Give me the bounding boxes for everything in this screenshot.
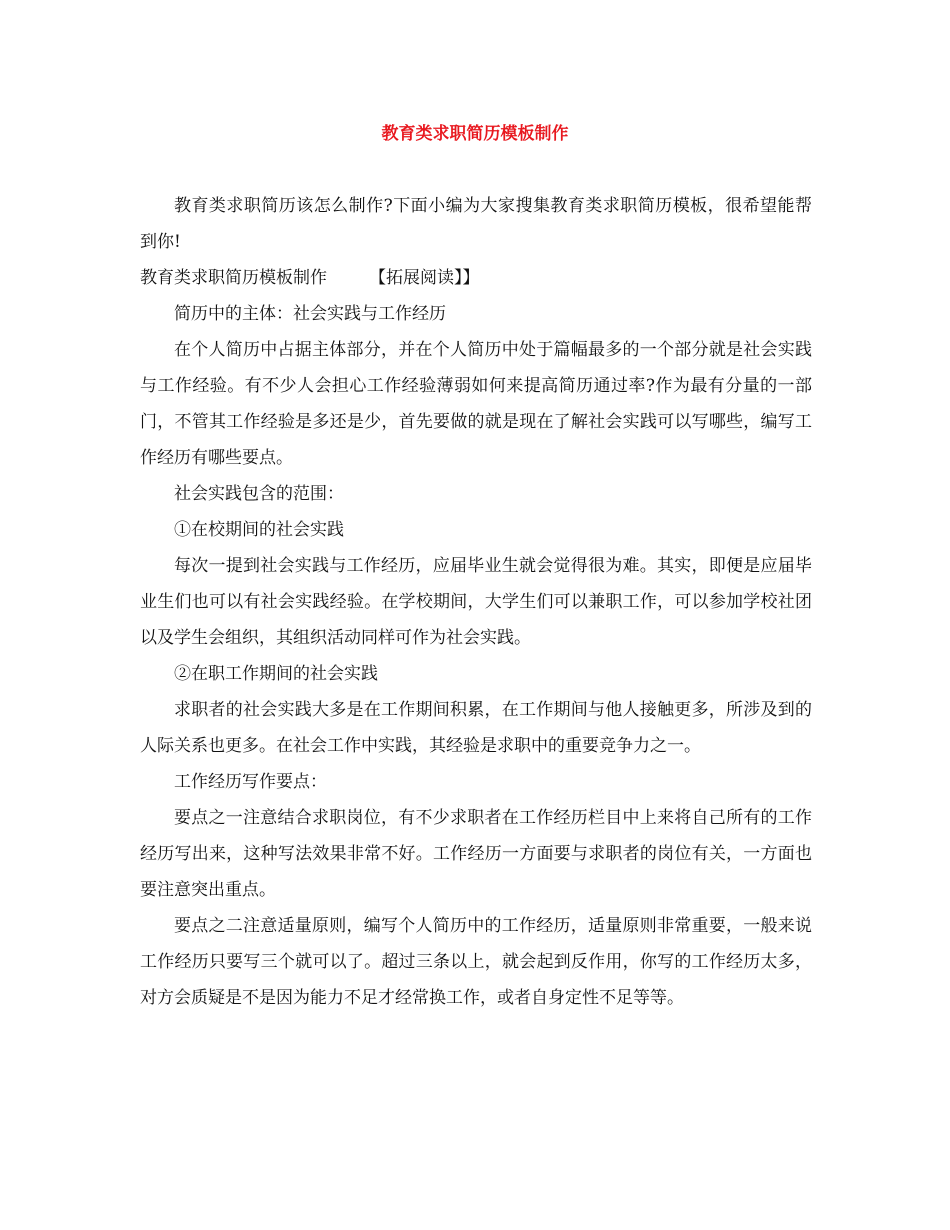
- list-item-heading: ②在职工作期间的社会实践: [174, 664, 378, 684]
- section-heading: 社会实践包含的范围：: [174, 484, 344, 504]
- document-body: [140, 188, 812, 1016]
- paragraph: 每次一提到社会实践与工作经历，应届毕业生就会觉得很为难。其实，即便是应届毕业生们也可以有社会实践经验。在学校期间，大学生们可以兼职工作，可以参加学校社团以及学生会组织，其组织活动同样可作为社会实践。: [140, 556, 812, 648]
- subheading-line: [140, 260, 812, 296]
- section-heading: 简历中的主体：社会实践与工作经历: [174, 304, 446, 324]
- section-heading: 工作经历写作要点：: [174, 772, 327, 792]
- paragraph: 求职者的社会实践大多是在工作期间积累，在工作期间与他人接触更多，所涉及到的人际关系也更多。在社会工作中实践，其经验是求职中的重要竞争力之一。: [140, 700, 812, 756]
- list-item-heading: ①在校期间的社会实践: [174, 520, 344, 540]
- subheading: 教育类求职简历模板制作: [140, 268, 327, 288]
- paragraph: 要点之一注意结合求职岗位，有不少求职者在工作经历栏目中上来将自己所有的工作经历写出来，这种写法效果非常不好。工作经历一方面要与求职者的岗位有关，一方面也要注意突出重点。: [140, 808, 812, 900]
- extend-reading-link[interactable]: 【拓展阅读】】: [369, 268, 480, 288]
- document-title: 教育类求职简历模板制作: [381, 124, 569, 144]
- paragraph: 在个人简历中占据主体部分，并在个人简历中处于篇幅最多的一个部分就是社会实践与工作经验。有不少人会担心工作经验薄弱如何来提高简历通过率?作为最有分量的一部门，不管其工作经验是多还是少，首先要做的就是现在了解社会实践可以写哪些，编写工作经历有哪些要点。: [140, 340, 812, 468]
- paragraph: 要点之二注意适量原则，编写个人简历中的工作经历，适量原则非常重要，一般来说工作经历只要写三个就可以了。超过三条以上，就会起到反作用，你写的工作经历太多，对方会质疑是不是因为能力不足才经常换工作，或者自身定性不足等等。: [140, 916, 812, 1008]
- intro-paragraph: 教育类求职简历该怎么制作?下面小编为大家搜集教育类求职简历模板，很希望能帮到你!: [140, 196, 812, 252]
